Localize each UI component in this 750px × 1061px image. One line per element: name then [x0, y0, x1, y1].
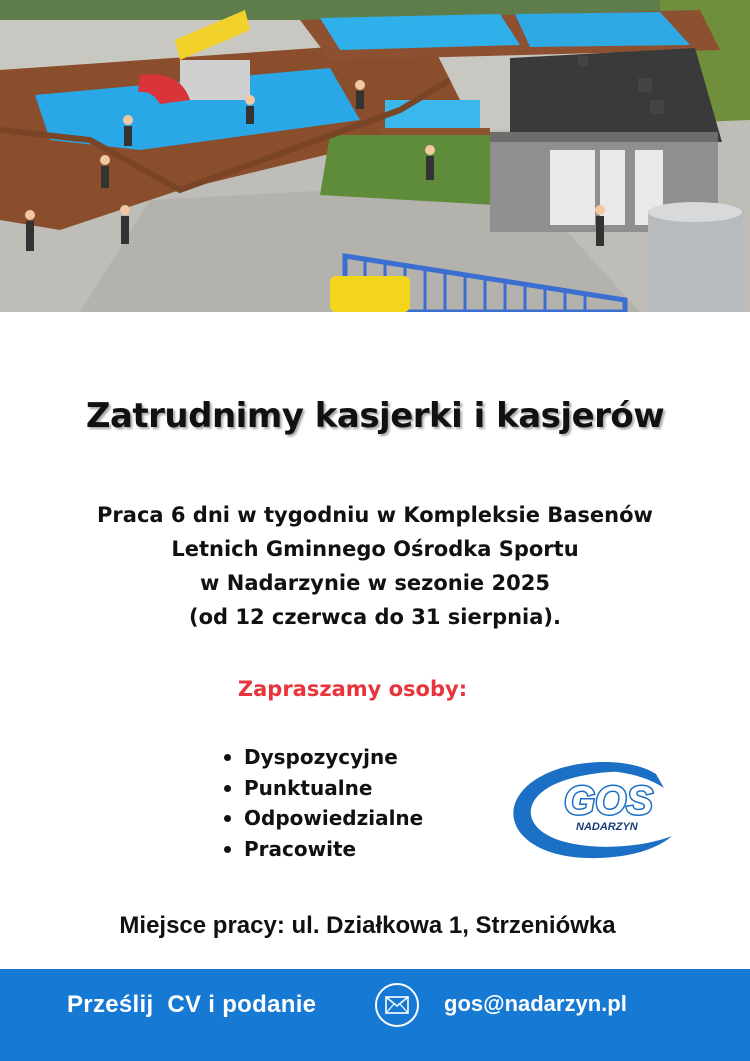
traits-list	[222, 742, 423, 864]
list-item: Odpowiedzialne	[222, 803, 423, 834]
list-item: Pracowite	[222, 834, 423, 865]
description-line: Praca 6 dni w tygodniu w Kompleksie Basenów	[97, 503, 653, 527]
invite-heading: Zapraszamy osoby:	[237, 677, 468, 701]
job-description	[40, 498, 710, 634]
pool-complex-photo	[0, 0, 750, 312]
description-line: (od 12 czerwca do 31 sierpnia).	[188, 605, 562, 629]
description-line: Letnich Gminnego Ośrodka Sportu	[171, 537, 579, 561]
envelope-icon	[375, 983, 419, 1027]
list-item: Dyspozycyjne	[222, 742, 423, 773]
footer-bar	[0, 969, 750, 1061]
gos-nadarzyn-logo	[506, 758, 678, 862]
workplace-address: Miejsce pracy: ul. Działkowa 1, Strzeniówka	[119, 912, 616, 939]
list-item: Punktualne	[222, 773, 423, 804]
logo-subtitle: NADARZYN	[576, 821, 638, 833]
cta-text: Prześlij CV i podanie	[67, 991, 317, 1018]
description-line: w Nadarzynie w sezonie 2025	[200, 571, 550, 595]
logo-letters: GOS	[564, 779, 653, 823]
email-link[interactable]: gos@nadarzyn.pl	[444, 991, 627, 1016]
page-title: Zatrudnimy kasjerki i kasjerów	[85, 396, 665, 436]
